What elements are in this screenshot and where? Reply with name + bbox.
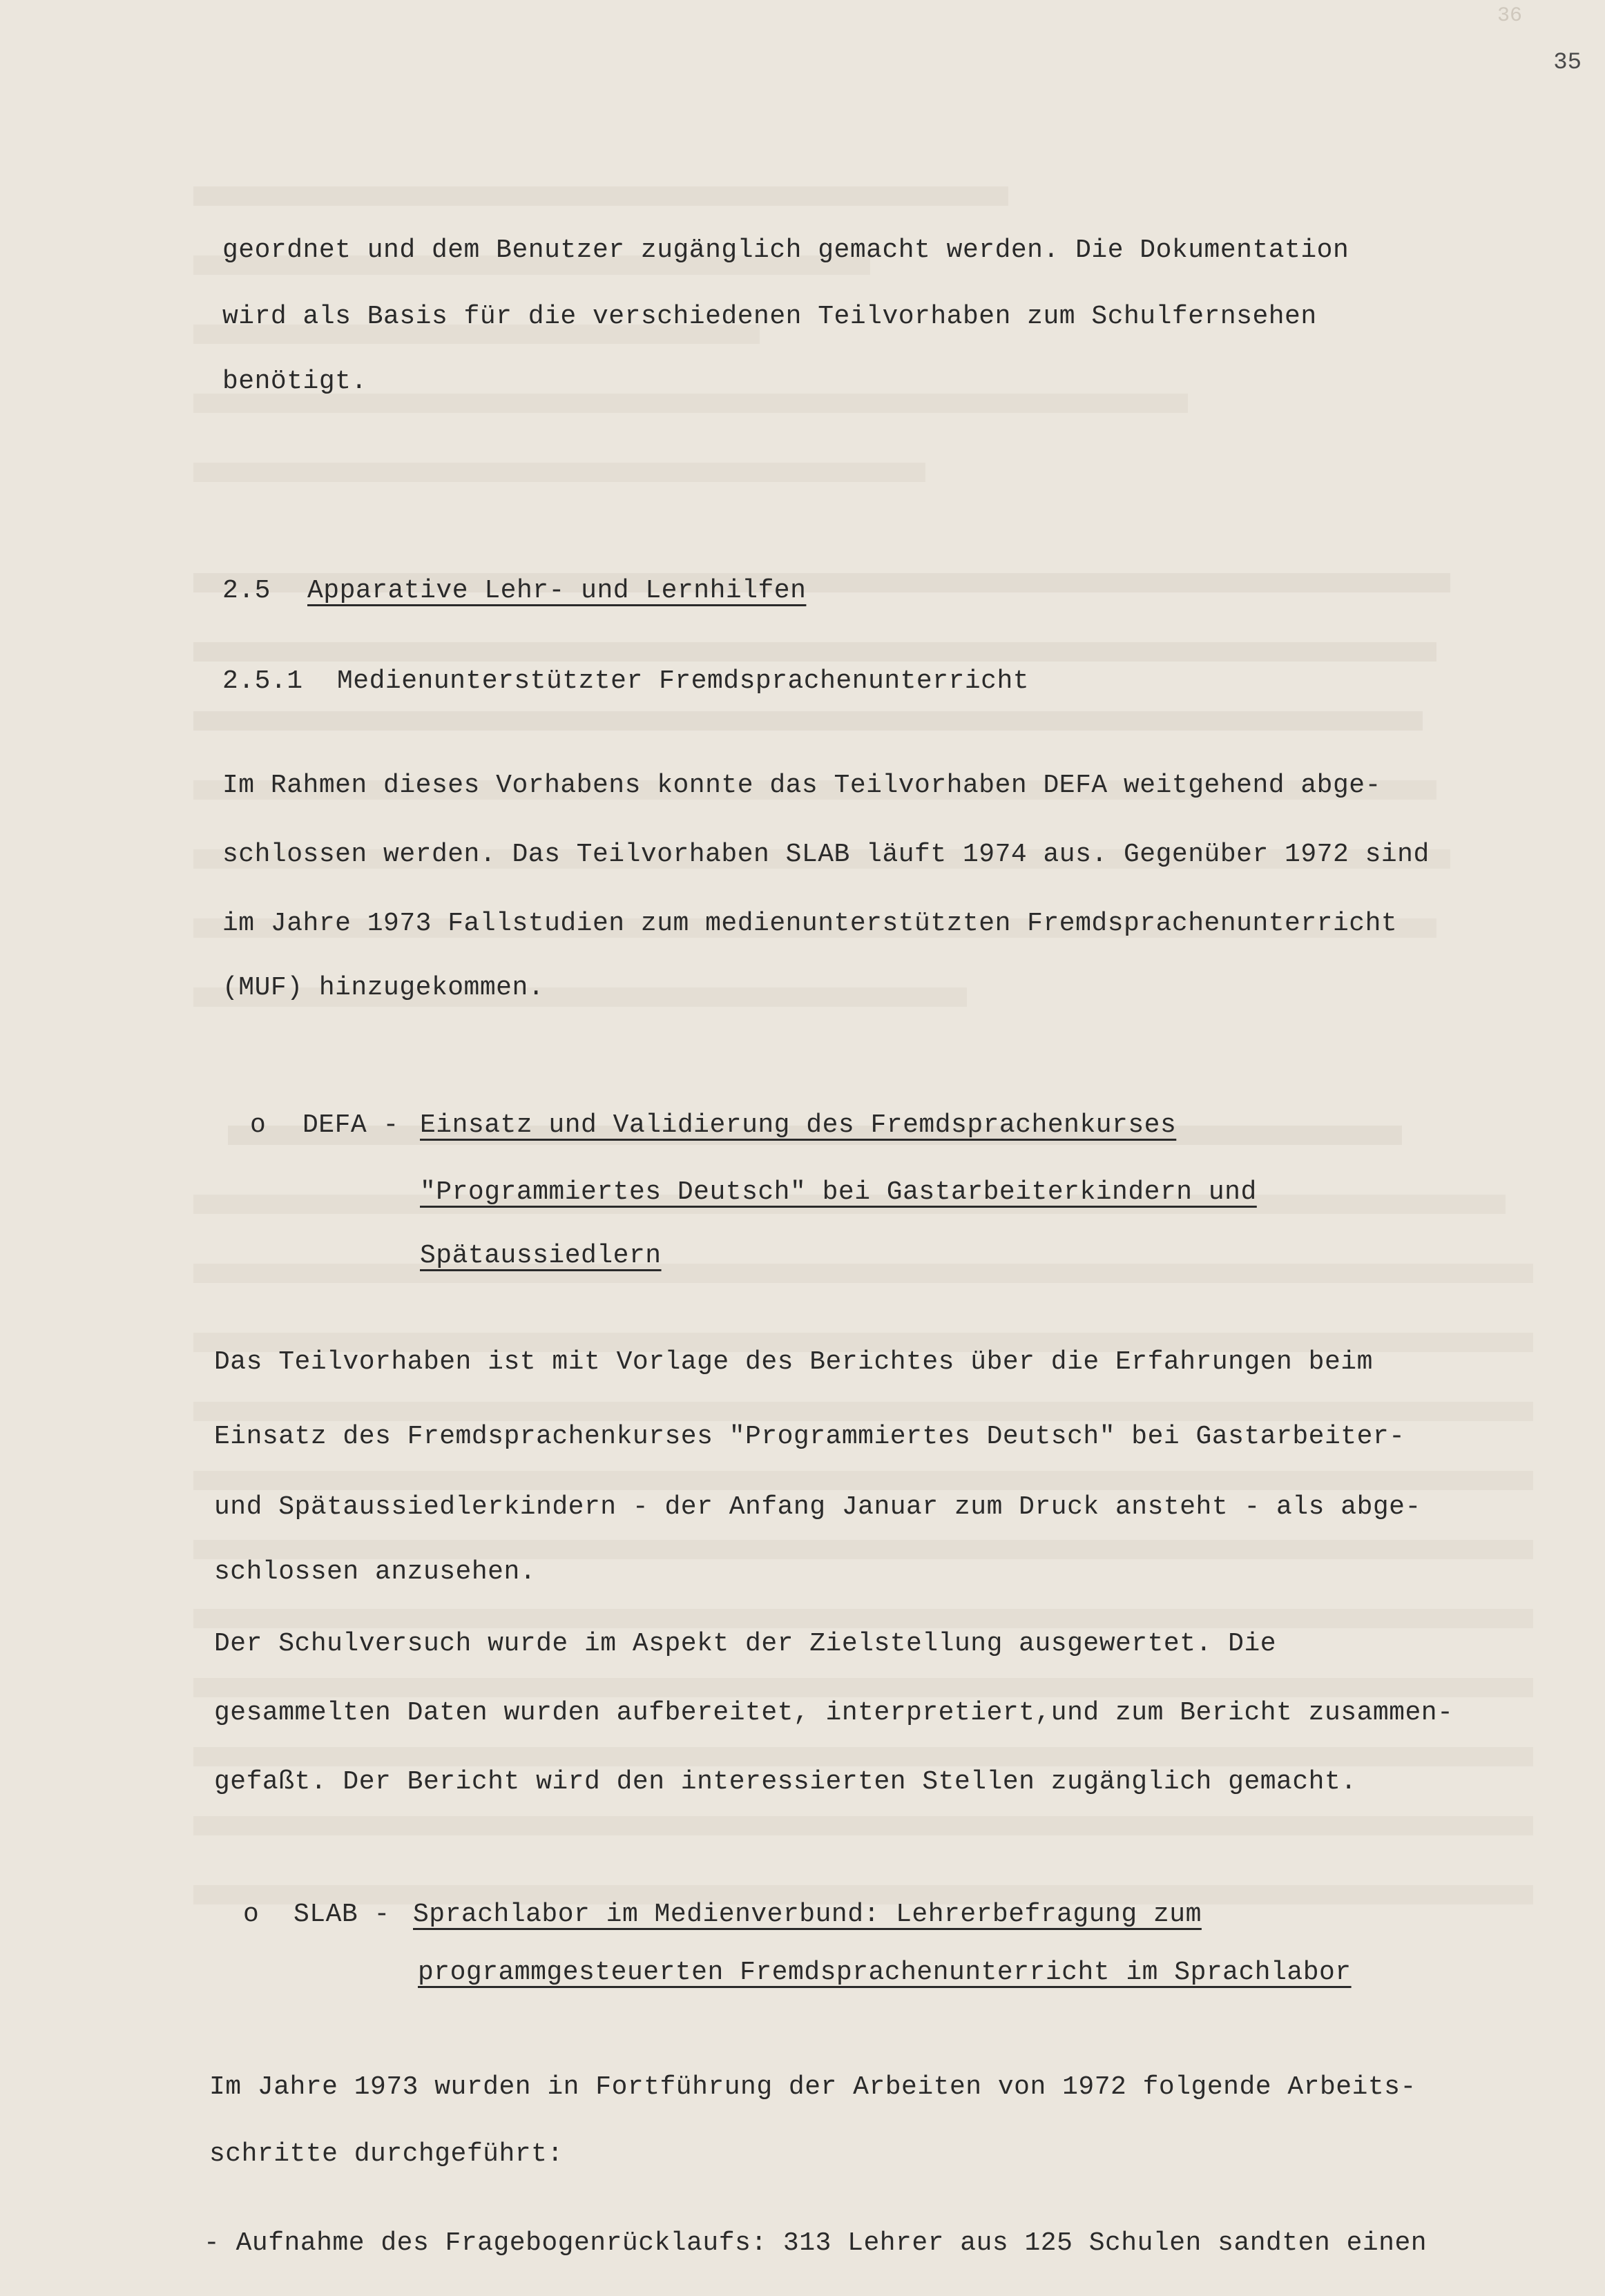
section-title: Apparative Lehr- und Lernhilfen [307, 576, 807, 606]
text-line: Einsatz des Fremdsprachenkurses "Programmiertes Deutsch" bei Gastarbeiter- [214, 1422, 1405, 1451]
text-line: gefaßt. Der Bericht wird den interessierten Stellen zugänglich gemacht. [214, 1767, 1357, 1797]
text-line: wird als Basis für die verschiedenen Teilvorhaben zum Schulfernsehen [222, 302, 1317, 331]
page-number-faint: 36 [1497, 4, 1522, 28]
defa-title-line: Spätaussiedlern [420, 1241, 662, 1271]
bullet-marker: o [243, 1900, 260, 1929]
text-line: und Spätaussiedlerkindern - der Anfang Januar zum Druck ansteht - als abge- [214, 1492, 1421, 1522]
defa-title-line: "Programmiertes Deutsch" bei Gastarbeiterkindern und [420, 1177, 1257, 1207]
slab-title-line: Sprachlabor im Medienverbund: Lehrerbefragung zum [413, 1900, 1202, 1929]
text-line: - Aufnahme des Fragebogenrücklaufs: 313 Lehrer aus 125 Schulen sandten einen [204, 2228, 1428, 2258]
page-number: 35 [1553, 50, 1582, 76]
text-line: benötigt. [222, 367, 367, 396]
defa-code: DEFA - [302, 1110, 399, 1140]
section-number: 2.5 [222, 576, 271, 606]
text-line: im Jahre 1973 Fallstudien zum medienunterstützten Fremdsprachenunterricht [222, 909, 1398, 938]
text-line: schlossen anzusehen. [214, 1557, 537, 1587]
text-line: schlossen werden. Das Teilvorhaben SLAB läuft 1974 aus. Gegenüber 1972 sind [222, 840, 1430, 869]
text-line: Der Schulversuch wurde im Aspekt der Zielstellung ausgewertet. Die [214, 1629, 1277, 1659]
text-line: Das Teilvorhaben ist mit Vorlage des Berichtes über die Erfahrungen beim [214, 1347, 1373, 1377]
slab-code: SLAB - [294, 1900, 390, 1929]
text-line: schritte durchgeführt: [209, 2139, 564, 2169]
text-line: geordnet und dem Benutzer zugänglich gemacht werden. Die Dokumentation [222, 235, 1349, 265]
defa-title-line: Einsatz und Validierung des Fremdsprachenkurses [420, 1110, 1177, 1140]
text-line: gesammelten Daten wurden aufbereitet, interpretiert,und zum Bericht zusammen- [214, 1698, 1454, 1728]
text-line: (MUF) hinzugekommen. [222, 973, 545, 1003]
subsection-title: Medienunterstützter Fremdsprachenunterricht [337, 666, 1030, 696]
text-line: Im Rahmen dieses Vorhabens konnte das Teilvorhaben DEFA weitgehend abge- [222, 771, 1381, 800]
slab-title-line: programmgesteuerten Fremdsprachenunterricht im Sprachlabor [418, 1958, 1352, 1987]
text-line: Im Jahre 1973 wurden in Fortführung der Arbeiten von 1972 folgende Arbeits- [209, 2072, 1416, 2102]
bullet-marker: o [250, 1110, 267, 1140]
subsection-number: 2.5.1 [222, 666, 303, 696]
